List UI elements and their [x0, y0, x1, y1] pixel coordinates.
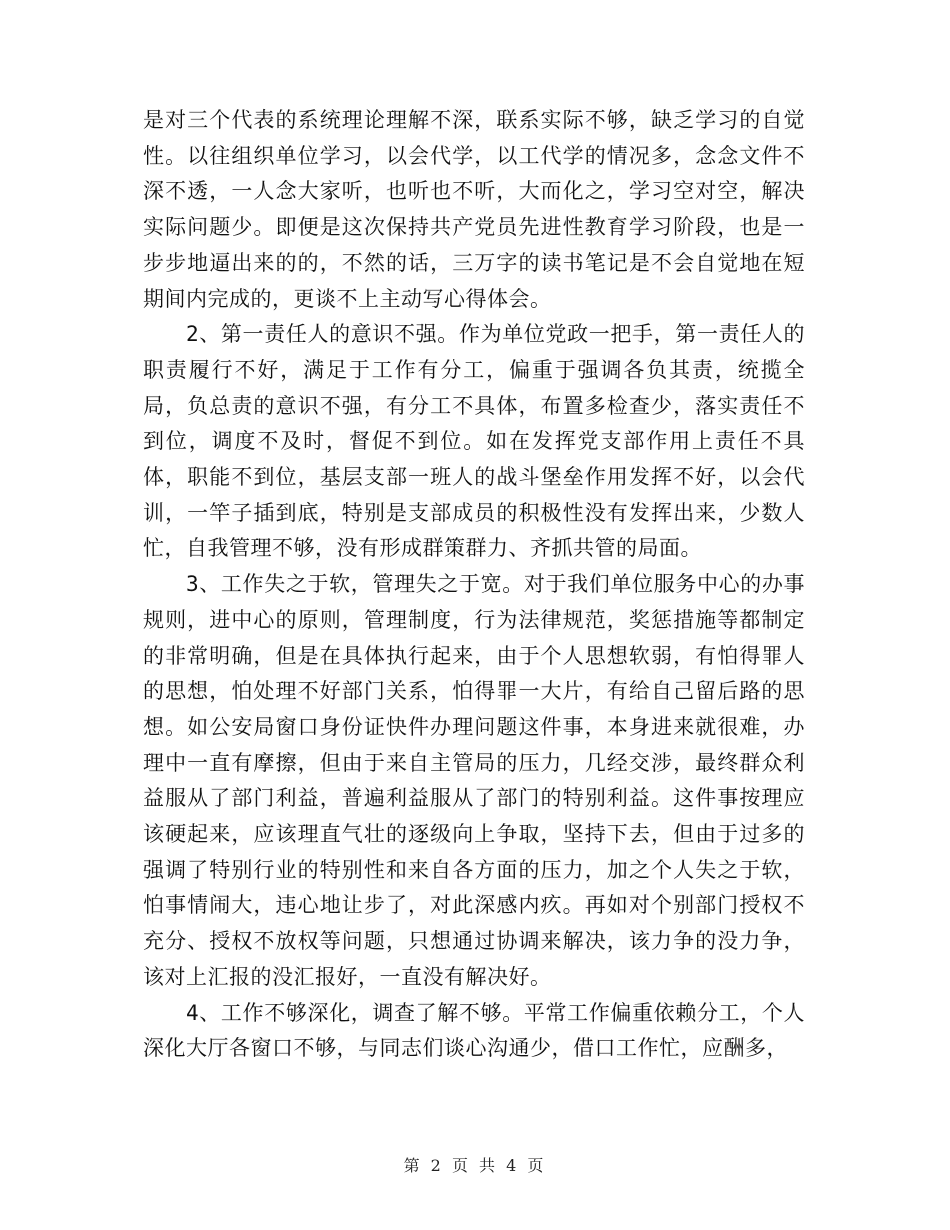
- paragraph-continuation: 是对三个代表的系统理论理解不深，联系实际不够，缺乏学习的自觉性。以往组织单位学习，以会代学，以工代学的情况多，念念文件不深不透，一人念大家听，也听也不听，大而化之，学习空对空，解决实际问题少。即便是这次保持共产党员先进性教育学习阶段，也是一步步地逼出来的的，不然的话，三万字的读书笔记是不会自觉地在短期间内完成的，更谈不上主动写心得体会。: [143, 108, 805, 311]
- paragraph-point-3: 3、工作失之于软，管理失之于宽。对于我们单位服务中心的办事规则，进中心的原则，管理制度，行为法律规范，奖惩措施等都制定的非常明确，但是在具体执行起来，由于个人思想软弱，有怕得罪人的思想，怕处理不好部门关系，怕得罪一大片，有给自己留后路的思想。如公安局窗口身份证快件办理问题这件事，本身进来就很难，办理中一直有摩擦，但由于来自主管局的压力，几经交涉，最终群众利益服从了部门利益，普遍利益服从了部门的特别利益。这件事按理应该硬起来，应该理直气壮的逐级向上争取，坚持下去，但由于过多的强调了特别行业的特别性和来自各方面的压力，加之个人失之于软，怕事情闹大，违心地让步了，对此深感内疚。再如对个别部门授权不充分、授权不放权等问题，只想通过协调来解决，该力争的没力争，该对上汇报的没汇报好，一直没有解决好。: [143, 572, 805, 989]
- page-number-footer: 第 2 页 共 4 页: [403, 1156, 547, 1175]
- paragraph-point-4: 4、工作不够深化，调查了解不够。平常工作偏重依赖分工，个人深化大厅各窗口不够，与同志们谈心沟通少，借口工作忙，应酬多，: [143, 1000, 805, 1061]
- paragraph-point-2: 2、第一责任人的意识不强。作为单位党政一把手，第一责任人的职责履行不好，满足于工作有分工，偏重于强调各负其责，统揽全局，负总责的意识不强，有分工不具体，布置多检查少，落实责任不到位，调度不及时，督促不到位。如在发挥党支部作用上责任不具体，职能不到位，基层支部一班人的战斗堡垒作用发挥不好，以会代训，一竿子插到底，特别是支部成员的积极性没有发挥出来，少数人忙，自我管理不够，没有形成群策群力、齐抓共管的局面。: [143, 322, 805, 561]
- document-body: [143, 103, 805, 1067]
